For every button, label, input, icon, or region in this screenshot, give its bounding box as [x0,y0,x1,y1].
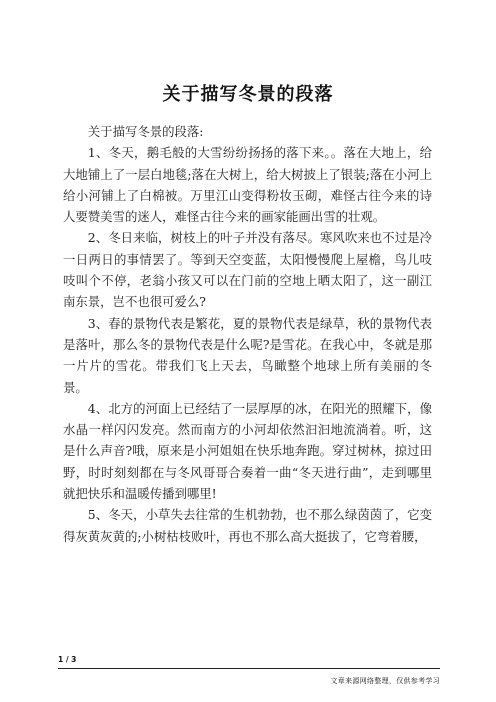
page-number: 1 / 3 [58,655,77,664]
document-body [63,121,432,547]
intro-line: 关于描写冬景的段落: [87,124,204,139]
document-title: 关于描写冬景的段落 [162,84,334,105]
paragraph-5: 5、冬天，小草失去往常的生机勃勃，也不那么绿茵茵了，它变得灰黄灰黄的;小树枯枝败叶，再也不那么高大挺拔了，它弯着腰， [63,507,432,544]
paragraph-2: 2、冬日来临，树枝上的叶子并没有落尽。寒风吹来也不过是冷一日两日的事情罢了。等到天空变蓝，太阳慢慢爬上屋檐，鸟儿吱吱叫个不停，老翁小孩又可以在门前的空地上晒太阳了，这一副江南东景，岂不也很可爱么? [63,230,432,310]
footer-divider [58,668,440,669]
paragraph-4: 4、北方的河面上已经结了一层厚厚的冰，在阳光的照耀下，像水晶一样闪闪发亮。然而南方的小河却依然汩汩地流淌着。听，这是什么声音?哦，原来是小河姐姐在快乐地奔跑。穿过树林，掠过田野，时时刻刻都在与冬风哥哥合奏着一曲“冬天进行曲”，走到哪里就把快乐和温暖传播到哪里! [63,400,432,502]
paragraph-1: 1、冬天，鹅毛般的大雪纷纷扬扬的落下来。。落在大地上，给大地铺上了一层白地毯;落在大树上，给大树披上了银装;落在小河上给小河铺上了白棉被。万里江山变得粉妆玉砌，难怪古往今来的诗人要赞美雪的迷人，难怪古往今来的画家能画出雪的壮观。 [63,145,432,225]
paragraph-3: 3、春的景物代表是繁花，夏的景物代表是绿草，秋的景物代表是落叶，那么冬的景物代表是什么呢?是雪花。在我心中，冬就是那一片片的雪花。带我们飞上天去，鸟瞰整个地球上所有美丽的冬景。 [63,315,432,395]
footer-source-note: 文章来源网络整理，仅供参考学习 [330,677,440,685]
